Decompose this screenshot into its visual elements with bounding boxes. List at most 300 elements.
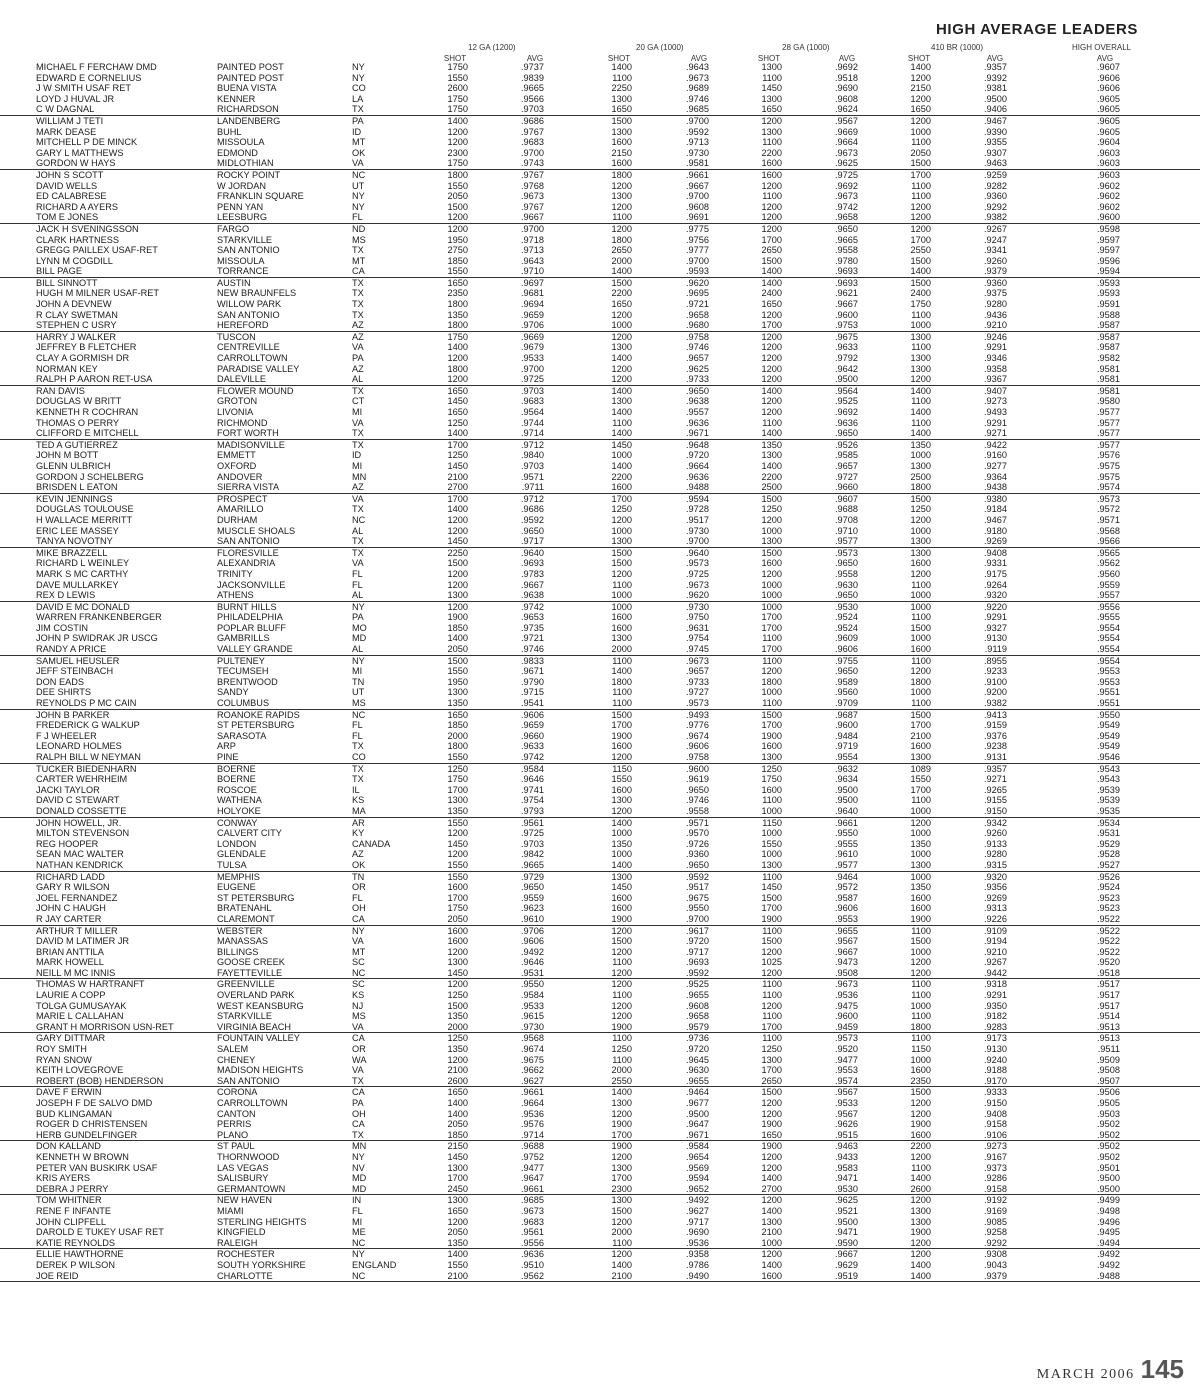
shot-20ga: 1100 <box>612 990 632 1001</box>
shot-28ga: 1200 <box>761 1151 782 1162</box>
avg-12ga: .9661 <box>521 1183 544 1194</box>
shot-410br: 1000 <box>910 1054 931 1065</box>
table-row <box>0 235 1200 246</box>
table-row <box>0 882 1200 893</box>
shot-20ga: 1000 <box>611 828 632 839</box>
table-row <box>0 504 1200 515</box>
avg-410br: .9360 <box>984 277 1007 288</box>
shot-28ga: 1750 <box>761 774 782 785</box>
avg-410br: .9271 <box>984 428 1007 439</box>
avg-28ga: .9475 <box>835 1000 858 1011</box>
table-row <box>0 656 1200 667</box>
avg-12ga: .9839 <box>521 72 544 83</box>
state: NC <box>352 709 366 720</box>
avg-410br: .9269 <box>984 892 1007 903</box>
avg-28ga: .9607 <box>835 493 858 504</box>
state: CO <box>352 752 366 762</box>
state: TX <box>352 763 364 774</box>
state: AL <box>352 525 364 536</box>
avg-410br: .9175 <box>984 568 1007 579</box>
city: MADISONVILLE <box>217 439 285 450</box>
shot-28ga: 1100 <box>762 191 782 202</box>
gauge-header-28ga: 28 GA (1000) <box>782 43 830 52</box>
shot-410br: 1900 <box>910 913 931 924</box>
avg-overall: .9554 <box>1097 622 1120 633</box>
avg-20ga: .9636 <box>686 471 709 482</box>
table-row <box>0 947 1200 958</box>
shot-12ga: 2250 <box>447 547 468 558</box>
avg-20ga: .9776 <box>686 720 709 731</box>
city: TORRANCE <box>217 266 269 277</box>
shot-28ga: 1100 <box>762 795 782 806</box>
city: PAINTED POST <box>217 62 284 72</box>
shot-20ga: 1300 <box>611 1195 632 1206</box>
state: TX <box>352 309 364 320</box>
avg-12ga: .9640 <box>521 547 544 558</box>
state: TX <box>352 504 364 515</box>
avg-28ga: .9665 <box>835 234 858 245</box>
city: HEREFORD <box>217 320 269 331</box>
avg-28ga: .9667 <box>835 1249 858 1260</box>
avg-overall: .9553 <box>1097 666 1120 677</box>
avg-410br: .9280 <box>984 299 1007 310</box>
shot-20ga: 1500 <box>611 277 632 288</box>
shot-12ga: 1550 <box>447 817 468 828</box>
city: GROTON <box>217 396 258 407</box>
shot-20ga: 1300 <box>611 93 632 104</box>
shot-20ga: 1650 <box>611 104 632 115</box>
avg-20ga: .9592 <box>686 126 709 137</box>
shot-410br: 1500 <box>910 255 931 266</box>
avg-12ga: .9715 <box>521 687 544 698</box>
city: DURHAM <box>217 514 258 525</box>
shot-28ga: 1600 <box>761 169 782 180</box>
shot-28ga: 1100 <box>762 1033 782 1044</box>
shooter-name: JACK H SVENINGSSON <box>36 223 139 234</box>
shot-28ga: 1700 <box>761 320 782 331</box>
table-row <box>0 1173 1200 1184</box>
shot-28ga: 1100 <box>762 1011 782 1022</box>
shooter-name: BUD KLINGAMAN <box>36 1108 113 1119</box>
avg-410br: .9422 <box>984 439 1007 450</box>
avg-12ga: .9717 <box>521 536 544 547</box>
avg-410br: .9467 <box>984 115 1007 126</box>
shot-12ga: 1200 <box>447 568 468 579</box>
shot-12ga: 1950 <box>447 676 468 687</box>
shot-20ga: 1400 <box>611 353 632 364</box>
avg-12ga: .9638 <box>521 590 544 601</box>
shot-28ga: 1500 <box>761 493 782 504</box>
shot-28ga: 1100 <box>762 871 782 882</box>
shot-28ga: 1025 <box>761 957 782 968</box>
shot-410br: 1200 <box>910 1249 931 1260</box>
avg-overall: .9507 <box>1097 1075 1120 1086</box>
avg-overall: .9594 <box>1097 266 1120 277</box>
table-row <box>0 332 1200 343</box>
shot-28ga: 1200 <box>761 514 782 525</box>
avg-28ga: .9560 <box>835 687 858 698</box>
table-row <box>0 818 1200 829</box>
shot-20ga: 1300 <box>611 1098 632 1108</box>
shot-28ga: 2400 <box>761 288 782 299</box>
avg-overall: .9492 <box>1097 1249 1120 1260</box>
avg-12ga: .9627 <box>521 1075 544 1086</box>
shot-20ga: 1100 <box>612 687 632 698</box>
avg-12ga: .9693 <box>521 558 544 569</box>
avg-overall: .9518 <box>1097 967 1120 978</box>
shot-20ga: 1500 <box>611 709 632 720</box>
city: OXFORD <box>217 460 257 471</box>
state: UT <box>352 687 365 698</box>
shooter-name: KATIE REYNOLDS <box>36 1237 115 1248</box>
shot-28ga: 1000 <box>761 601 782 612</box>
city: GERMANTOWN <box>217 1183 286 1194</box>
city: ANDOVER <box>217 471 263 482</box>
shot-12ga: 1900 <box>447 612 468 623</box>
avg-28ga: .9650 <box>835 666 858 677</box>
shot-20ga: 1200 <box>611 979 632 990</box>
city: RALEIGH <box>217 1237 258 1248</box>
shot-20ga: 1000 <box>611 525 632 536</box>
avg-28ga: .9642 <box>835 363 858 374</box>
shot-28ga: 1500 <box>761 1087 782 1098</box>
shot-20ga: 1200 <box>611 925 632 936</box>
city: TULSA <box>217 859 247 870</box>
avg-20ga: .9713 <box>686 137 709 148</box>
shooter-name: RAN DAVIS <box>36 385 85 396</box>
shot-410br: 1250 <box>910 504 931 515</box>
shot-28ga: 1300 <box>761 1054 782 1065</box>
state: MD <box>352 1173 367 1184</box>
shooter-name: DAVID E MC DONALD <box>36 601 130 612</box>
avg-12ga: .9735 <box>521 622 544 633</box>
avg-12ga: .9675 <box>521 1054 544 1065</box>
city: VIRGINIA BEACH <box>217 1021 292 1032</box>
avg-20ga: .9657 <box>686 353 709 364</box>
state: TX <box>352 104 364 115</box>
shot-20ga: 1200 <box>611 223 632 234</box>
city: SAN ANTONIO <box>217 245 280 256</box>
avg-12ga: .9541 <box>521 698 544 709</box>
shot-20ga: 1600 <box>611 741 632 752</box>
state: MI <box>352 666 363 677</box>
shot-28ga: 1000 <box>761 849 782 860</box>
shot-28ga: 1100 <box>762 979 782 990</box>
avg-12ga: .9706 <box>521 320 544 331</box>
state: NC <box>352 169 366 180</box>
avg-28ga: .9590 <box>835 1237 858 1248</box>
avg-28ga: .9624 <box>835 104 858 115</box>
shooter-name: RICHARD A AYERS <box>36 201 119 212</box>
avg-410br: .9159 <box>984 720 1007 731</box>
table-row <box>0 428 1200 439</box>
shot-header-20ga: SHOT <box>607 54 631 63</box>
shot-12ga: 2050 <box>447 1119 468 1130</box>
city: ROCHESTER <box>217 1249 275 1260</box>
shot-20ga: 2550 <box>611 1075 632 1086</box>
avg-20ga: .9700 <box>686 115 709 126</box>
shot-28ga: 1000 <box>761 579 782 590</box>
avg-12ga: .9703 <box>521 385 544 396</box>
shot-28ga: 1700 <box>761 1065 782 1076</box>
avg-28ga: .9687 <box>835 709 858 720</box>
city: TRINITY <box>217 568 253 579</box>
shot-12ga: 1700 <box>447 439 468 450</box>
shot-28ga: 1450 <box>761 83 782 94</box>
state: MS <box>352 234 366 245</box>
shot-20ga: 1100 <box>612 579 632 590</box>
city: SOUTH YORKSHIRE <box>217 1259 306 1270</box>
avg-overall: .9528 <box>1097 849 1120 860</box>
table-row <box>0 62 1200 73</box>
shot-28ga: 2650 <box>761 1075 782 1086</box>
shot-410br: 1700 <box>910 234 931 245</box>
shot-12ga: 1750 <box>447 331 468 342</box>
shooter-name: CARTER WEHRHEIM <box>36 774 128 785</box>
shot-20ga: 1700 <box>611 1173 632 1184</box>
shot-28ga: 1650 <box>761 1129 782 1140</box>
shot-28ga: 1200 <box>761 396 782 407</box>
avg-20ga: .9558 <box>686 805 709 816</box>
avg-overall: .9522 <box>1097 913 1120 924</box>
table-row <box>0 137 1200 148</box>
shot-28ga: 1100 <box>762 137 782 148</box>
table-row <box>0 677 1200 688</box>
table-row <box>0 342 1200 353</box>
avg-12ga: .9576 <box>521 1119 544 1130</box>
avg-410br: .9380 <box>984 493 1007 504</box>
city: FLORESVILLE <box>217 547 279 558</box>
avg-overall: .9580 <box>1097 396 1120 407</box>
table-row <box>0 731 1200 742</box>
state: MI <box>352 1216 363 1227</box>
avg-410br: .9160 <box>984 450 1007 461</box>
shot-20ga: 1000 <box>611 590 632 601</box>
avg-overall: .9508 <box>1097 1065 1120 1076</box>
avg-410br: .9358 <box>984 363 1007 374</box>
avg-overall: .9587 <box>1097 342 1120 353</box>
table-row <box>0 1109 1200 1120</box>
state: VA <box>352 417 364 428</box>
avg-20ga: .9754 <box>686 633 709 644</box>
avg-410br: .9382 <box>984 698 1007 709</box>
avg-20ga: .9573 <box>686 558 709 569</box>
shot-28ga: 1200 <box>761 1000 782 1011</box>
city: FOUNTAIN VALLEY <box>217 1033 300 1044</box>
avg-overall: .9597 <box>1097 234 1120 245</box>
avg-overall: .9553 <box>1097 676 1120 687</box>
state: TN <box>352 871 365 882</box>
shot-410br: 1500 <box>910 277 931 288</box>
shot-12ga: 1450 <box>447 967 468 978</box>
avg-20ga: .9627 <box>686 1205 709 1216</box>
avg-overall: .9549 <box>1097 741 1120 752</box>
avg-20ga: .9640 <box>686 547 709 558</box>
table-row <box>0 386 1200 397</box>
city: WEBSTER <box>217 925 263 936</box>
avg-20ga: .9691 <box>686 212 709 223</box>
avg-410br: .9259 <box>984 169 1007 180</box>
shot-20ga: 1300 <box>611 191 632 202</box>
avg-12ga: .9564 <box>521 407 544 417</box>
city: STARKVILLE <box>217 1011 272 1022</box>
avg-410br: .9407 <box>984 385 1007 396</box>
shot-28ga: 2650 <box>761 245 782 256</box>
shot-12ga: 2450 <box>447 1183 468 1194</box>
row-group <box>0 710 1200 764</box>
shot-410br: 1400 <box>910 1259 931 1270</box>
shot-410br: 1200 <box>910 212 931 223</box>
avg-28ga: .9664 <box>835 137 858 148</box>
avg-12ga: .9584 <box>521 763 544 774</box>
shot-12ga: 2100 <box>447 1270 468 1281</box>
shooter-name: JEFF STEINBACH <box>36 666 114 677</box>
shot-12ga: 1300 <box>447 687 468 698</box>
shot-28ga: 1250 <box>761 504 782 515</box>
state: TX <box>352 439 364 450</box>
avg-28ga: .9710 <box>835 525 858 536</box>
shot-20ga: 1800 <box>611 676 632 687</box>
state: NC <box>352 967 366 978</box>
table-row <box>0 633 1200 644</box>
avg-overall: .9598 <box>1097 223 1120 234</box>
city: ROSCOE <box>217 784 257 795</box>
state: MA <box>352 805 366 816</box>
table-row <box>0 710 1200 721</box>
shot-12ga: 1500 <box>447 201 468 212</box>
city: ST PETERSBURG <box>217 892 295 903</box>
city: TUSCON <box>217 331 256 342</box>
avg-20ga: .9488 <box>686 482 709 493</box>
avg-410br: .9442 <box>984 967 1007 978</box>
shot-410br: 1200 <box>910 666 931 677</box>
state: TX <box>352 741 364 752</box>
avg-12ga: .9712 <box>521 439 544 450</box>
city: SAN ANTONIO <box>217 536 280 547</box>
avg-12ga: .9712 <box>521 493 544 504</box>
avg-12ga: .9674 <box>521 1044 544 1055</box>
shot-20ga: 1350 <box>611 838 632 849</box>
shooter-name: MARK S MC CARTHY <box>36 568 129 579</box>
city: MIAMI <box>217 1205 244 1216</box>
shot-410br: 1100 <box>911 137 931 148</box>
avg-20ga: .9730 <box>686 147 709 158</box>
avg-28ga: .9636 <box>835 417 858 428</box>
avg-20ga: .9584 <box>686 1141 709 1152</box>
avg-12ga: .9660 <box>521 730 544 741</box>
avg-overall: .9557 <box>1097 590 1120 601</box>
avg-410br: .9180 <box>984 525 1007 536</box>
shot-20ga: 1300 <box>611 396 632 407</box>
avg-410br: .9085 <box>984 1216 1007 1227</box>
avg-overall: .9551 <box>1097 698 1120 709</box>
avg-header-12ga: AVG <box>526 54 544 63</box>
city: LAS VEGAS <box>217 1162 269 1173</box>
state: OR <box>352 882 366 893</box>
shot-12ga: 1200 <box>447 525 468 536</box>
table-row <box>0 1001 1200 1012</box>
state: LA <box>352 93 364 104</box>
state: VA <box>352 1065 364 1076</box>
shot-20ga: 1200 <box>611 331 632 342</box>
state: NY <box>352 1151 365 1162</box>
shot-20ga: 2150 <box>611 147 632 158</box>
city: WILLOW PARK <box>217 299 282 310</box>
avg-410br: .9169 <box>984 1205 1007 1216</box>
state: AL <box>352 590 364 601</box>
avg-410br: .9331 <box>984 558 1007 569</box>
avg-28ga: .9473 <box>835 957 858 968</box>
avg-12ga: .9659 <box>521 309 544 320</box>
avg-20ga: .9775 <box>686 223 709 234</box>
table-row <box>0 623 1200 634</box>
avg-20ga: .9736 <box>686 1033 709 1044</box>
shot-410br: 1200 <box>910 223 931 234</box>
avg-overall: .9581 <box>1097 363 1120 374</box>
shooter-name: LEONARD HOLMES <box>36 741 122 752</box>
avg-12ga: .9840 <box>521 450 544 461</box>
shooter-name: DAVID C STEWART <box>36 795 120 806</box>
avg-12ga: .9568 <box>521 1033 544 1044</box>
avg-410br: .9194 <box>984 936 1007 947</box>
overall-header: HIGH OVERALL <box>1072 43 1132 52</box>
shot-410br: 2350 <box>910 1075 931 1086</box>
avg-410br: .9184 <box>984 504 1007 515</box>
shot-12ga: 1400 <box>447 342 468 353</box>
avg-28ga: .9567 <box>835 936 858 947</box>
avg-12ga: .9768 <box>521 180 544 191</box>
avg-overall: .9605 <box>1097 126 1120 137</box>
shot-410br: 1100 <box>911 396 931 407</box>
shooter-name: BRIAN ANTTILA <box>36 946 104 957</box>
shot-12ga: 1800 <box>447 320 468 331</box>
avg-overall: .9588 <box>1097 309 1120 320</box>
state: TX <box>352 428 364 439</box>
city: SIERRA VISTA <box>217 482 280 493</box>
shot-12ga: 1700 <box>447 784 468 795</box>
shot-12ga: 1650 <box>447 1205 468 1216</box>
city: LANDENBERG <box>217 115 281 126</box>
state: ND <box>352 223 366 234</box>
state: NY <box>352 1249 365 1260</box>
city: ROCKY POINT <box>217 169 281 180</box>
shot-410br: 1300 <box>910 752 931 762</box>
avg-20ga: .9600 <box>686 763 709 774</box>
avg-overall: .9562 <box>1097 558 1120 569</box>
row-group <box>0 656 1200 710</box>
shot-410br: 1300 <box>910 353 931 364</box>
shot-12ga: 1600 <box>447 925 468 936</box>
shot-20ga: 2650 <box>611 245 632 256</box>
avg-overall: .9527 <box>1097 859 1120 870</box>
shot-12ga: 1850 <box>447 622 468 633</box>
state: TX <box>352 1075 364 1086</box>
avg-410br: .9155 <box>984 795 1007 806</box>
avg-410br: .9357 <box>984 763 1007 774</box>
shot-20ga: 1100 <box>612 1237 632 1248</box>
shot-12ga: 1300 <box>447 590 468 601</box>
avg-12ga: .9646 <box>521 774 544 785</box>
city: DALEVILLE <box>217 374 267 385</box>
avg-overall: .9606 <box>1097 83 1120 94</box>
row-group <box>0 1249 1200 1282</box>
shot-410br: 1000 <box>910 687 931 698</box>
city: BUENA VISTA <box>217 83 277 94</box>
shot-410br: 1100 <box>911 180 931 191</box>
avg-overall: .9526 <box>1097 871 1120 882</box>
shot-20ga: 2100 <box>611 1270 632 1281</box>
shot-12ga: 1600 <box>447 882 468 893</box>
